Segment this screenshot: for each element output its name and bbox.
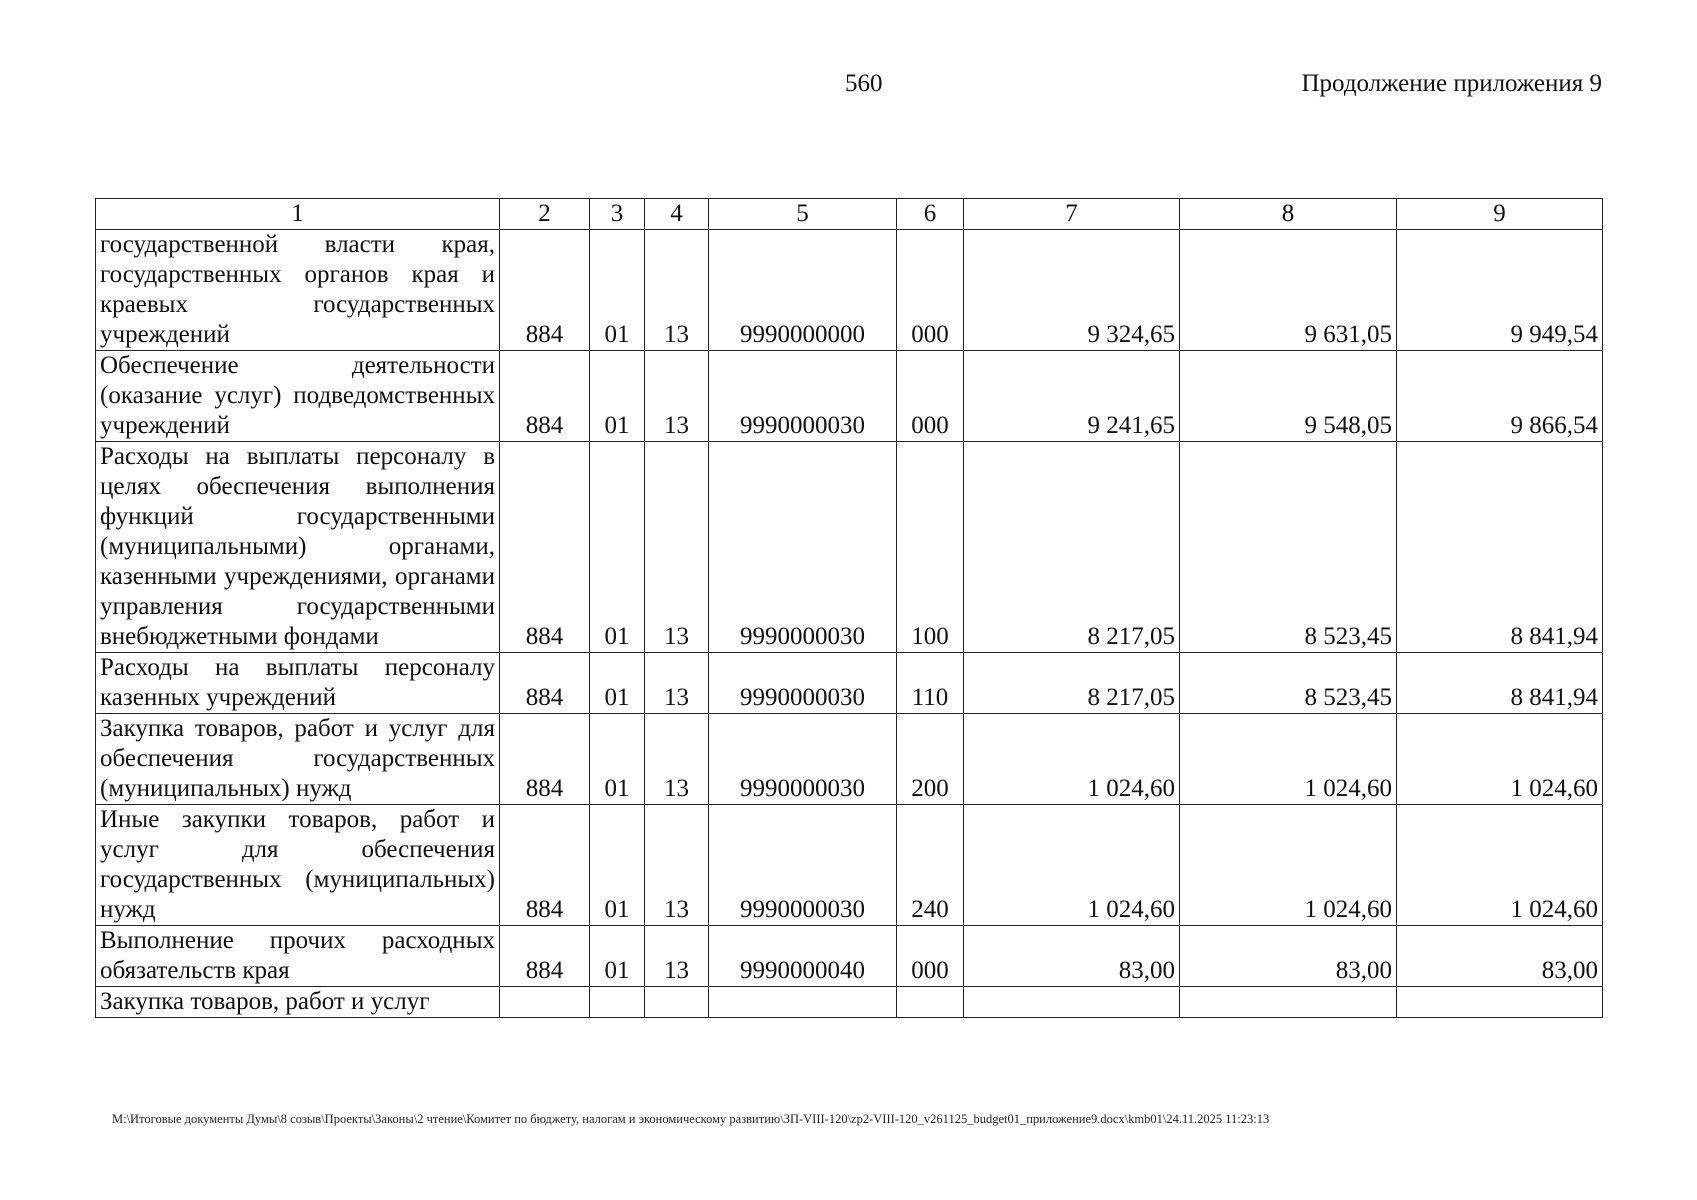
expense-name-cell: Закупка товаров, работ и услуг для обеспечения государственных (муниципальных) нужд xyxy=(96,714,500,805)
section-code-cell: 01 xyxy=(590,714,645,805)
amount-cell: 1 024,60 xyxy=(1397,714,1603,805)
expense-name-cell: Расходы на выплаты персоналу казенных учреждений xyxy=(96,653,500,714)
footer-file-path: M:\Итоговые документы Думы\8 созыв\Проекты\Законы\2 чтение\Комитет по бюджету, налогам и экономическому развитию\ЗП-VIII-120\zp2-VIII-120_v261125_budget01_приложение9.docx\kmb01\24.11.2025 11:23:13 xyxy=(112,1112,1270,1126)
page-number: 560 xyxy=(845,70,883,97)
expense-type-cell: 200 xyxy=(897,714,964,805)
target-article-cell: 9990000040 xyxy=(709,926,897,987)
expense-name-cell: Обеспечение деятельности (оказание услуг) подведомственных учреждений xyxy=(96,351,500,442)
section-code-cell: 01 xyxy=(590,442,645,653)
amount-cell: 9 949,54 xyxy=(1397,230,1603,351)
subsection-code-cell: 13 xyxy=(645,230,709,351)
column-header: 3 xyxy=(590,199,645,230)
table-row xyxy=(96,653,1603,714)
budget-table xyxy=(95,198,1603,1018)
amount-cell: 9 324,65 xyxy=(964,230,1180,351)
appendix-note: Продолжение приложения 9 xyxy=(1301,70,1602,97)
section-code-cell: 01 xyxy=(590,230,645,351)
amount-cell: 1 024,60 xyxy=(964,805,1180,926)
ministry-code-cell: 884 xyxy=(500,653,590,714)
amount-cell: 1 024,60 xyxy=(1397,805,1603,926)
column-header: 9 xyxy=(1397,199,1603,230)
target-article-cell: 9990000030 xyxy=(709,653,897,714)
column-header: 5 xyxy=(709,199,897,230)
amount-cell: 9 866,54 xyxy=(1397,351,1603,442)
section-code-cell: 01 xyxy=(590,653,645,714)
expense-name-cell: государственной власти края, государственных органов края и краевых государственных учреждений xyxy=(96,230,500,351)
table-row xyxy=(96,714,1603,805)
amount-cell xyxy=(1397,987,1603,1018)
expense-name-cell: Расходы на выплаты персоналу в целях обеспечения выполнения функций государственными (муниципальными) органами, казенными учреждениями, органами управления государственными внебюджетными фондами xyxy=(96,442,500,653)
column-header: 1 xyxy=(96,199,500,230)
ministry-code-cell: 884 xyxy=(500,351,590,442)
amount-cell: 9 548,05 xyxy=(1180,351,1397,442)
expense-type-cell: 000 xyxy=(897,926,964,987)
amount-cell xyxy=(1180,987,1397,1018)
amount-cell xyxy=(964,987,1180,1018)
expense-name-cell: Закупка товаров, работ и услуг xyxy=(96,987,500,1018)
expense-type-cell: 240 xyxy=(897,805,964,926)
amount-cell: 9 631,05 xyxy=(1180,230,1397,351)
target-article-cell: 9990000030 xyxy=(709,714,897,805)
target-article-cell xyxy=(709,987,897,1018)
ministry-code-cell: 884 xyxy=(500,442,590,653)
section-code-cell: 01 xyxy=(590,805,645,926)
table-row xyxy=(96,442,1603,653)
target-article-cell: 9990000000 xyxy=(709,230,897,351)
amount-cell: 8 217,05 xyxy=(964,653,1180,714)
expense-name-cell: Иные закупки товаров, работ и услуг для обеспечения государственных (муниципальных) нужд xyxy=(96,805,500,926)
column-header: 4 xyxy=(645,199,709,230)
ministry-code-cell xyxy=(500,987,590,1018)
amount-cell: 8 217,05 xyxy=(964,442,1180,653)
subsection-code-cell: 13 xyxy=(645,714,709,805)
subsection-code-cell: 13 xyxy=(645,442,709,653)
expense-type-cell: 110 xyxy=(897,653,964,714)
amount-cell: 8 523,45 xyxy=(1180,653,1397,714)
subsection-code-cell: 13 xyxy=(645,653,709,714)
amount-cell: 1 024,60 xyxy=(1180,714,1397,805)
expense-name-cell: Выполнение прочих расходных обязательств края xyxy=(96,926,500,987)
subsection-code-cell xyxy=(645,987,709,1018)
section-code-cell: 01 xyxy=(590,351,645,442)
ministry-code-cell: 884 xyxy=(500,230,590,351)
table-row xyxy=(96,351,1603,442)
amount-cell: 8 523,45 xyxy=(1180,442,1397,653)
column-header: 8 xyxy=(1180,199,1397,230)
table-row xyxy=(96,805,1603,926)
target-article-cell: 9990000030 xyxy=(709,805,897,926)
amount-cell: 9 241,65 xyxy=(964,351,1180,442)
amount-cell: 8 841,94 xyxy=(1397,442,1603,653)
subsection-code-cell: 13 xyxy=(645,351,709,442)
subsection-code-cell: 13 xyxy=(645,805,709,926)
table-header xyxy=(96,199,1603,230)
column-header: 2 xyxy=(500,199,590,230)
amount-cell: 83,00 xyxy=(1180,926,1397,987)
amount-cell: 83,00 xyxy=(1397,926,1603,987)
amount-cell: 8 841,94 xyxy=(1397,653,1603,714)
column-header: 7 xyxy=(964,199,1180,230)
ministry-code-cell: 884 xyxy=(500,714,590,805)
section-code-cell: 01 xyxy=(590,926,645,987)
expense-type-cell: 000 xyxy=(897,230,964,351)
expense-type-cell: 000 xyxy=(897,351,964,442)
subsection-code-cell: 13 xyxy=(645,926,709,987)
target-article-cell: 9990000030 xyxy=(709,442,897,653)
ministry-code-cell: 884 xyxy=(500,926,590,987)
amount-cell: 83,00 xyxy=(964,926,1180,987)
table-row xyxy=(96,230,1603,351)
expense-type-cell xyxy=(897,987,964,1018)
table-row xyxy=(96,926,1603,987)
column-number-row xyxy=(96,199,1603,230)
amount-cell: 1 024,60 xyxy=(964,714,1180,805)
section-code-cell xyxy=(590,987,645,1018)
table-row xyxy=(96,987,1603,1018)
ministry-code-cell: 884 xyxy=(500,805,590,926)
expense-type-cell: 100 xyxy=(897,442,964,653)
column-header: 6 xyxy=(897,199,964,230)
target-article-cell: 9990000030 xyxy=(709,351,897,442)
amount-cell: 1 024,60 xyxy=(1180,805,1397,926)
